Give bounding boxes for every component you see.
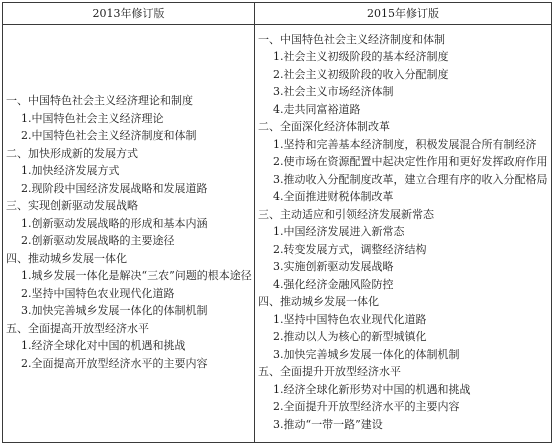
section-item: 1.中国经济发展进入新常态: [273, 225, 405, 239]
section-item: 1.坚持和完善基本经济制度，积极发展混合所有制经济: [273, 137, 537, 151]
section-heading: 五、全面提升开放型经济水平: [258, 365, 401, 379]
section-heading: 一、中国特色社会主义经济制度和体制: [258, 32, 445, 46]
section-item: 2.全面提升开放型经济水平的主要内容: [273, 400, 460, 414]
section-item: 4.走共同富裕道路: [273, 102, 361, 116]
section-heading: 四、推动城乡发展一体化: [6, 251, 127, 265]
section-heading: 一、中国特色社会主义经济理论和制度: [6, 94, 193, 107]
section-item: 2.创新驱动发展战略的主要途径: [21, 234, 175, 247]
section-item: 3.实施创新驱动发展战略: [273, 260, 394, 274]
section-item: 1.社会主义初级阶段的基本经济制度: [273, 50, 449, 64]
section-heading: 五、全面提高开放型经济水平: [6, 321, 149, 335]
section-item: 2.中国特色社会主义经济制度和体制: [21, 129, 197, 142]
section-item: 3.推动收入分配制度改革，建立合理有序的收入分配格局: [273, 172, 548, 186]
section-item: 1.经济全球化对中国的机遇和挑战: [21, 339, 186, 352]
header-2013-edition: 2013年修订版: [3, 3, 255, 24]
section-item: 2.推动以人为核心的新型城镇化: [273, 330, 427, 344]
section-item: 3.加快完善城乡发展一体化的体制机制: [21, 304, 208, 317]
section-item: 2.全面提高开放型经济水平的主要内容: [21, 356, 208, 370]
section-heading: 三、主动适应和引领经济发展新常态: [258, 207, 434, 221]
section-item: 1.加快经济发展方式: [21, 164, 120, 177]
section-item: 1.创新驱动发展战略的形成和基本内涵: [21, 216, 208, 230]
section-item: 2.坚持中国特色农业现代化道路: [21, 286, 175, 300]
section-item: 1.城乡发展一体化是解决“三农”问题的根本途径: [21, 269, 252, 282]
comparison-table: [2, 2, 552, 443]
section-item: 3.推动“一带一路”建设: [273, 417, 383, 431]
section-item: 4.强化经济金融风险防控: [273, 277, 394, 291]
header-2015-edition: 2015年修订版: [367, 7, 439, 20]
section-item: 2.使市场在资源配置中起决定性作用和更好发挥政府作用: [273, 155, 548, 169]
section-heading: 三、实现创新驱动发展战略: [6, 199, 138, 212]
section-item: 2.转变发展方式，调整经济结构: [273, 242, 427, 256]
section-item: 1.中国特色社会主义经济理论: [21, 111, 164, 125]
column-2015-edition: [255, 25, 551, 442]
section-item: 2.现阶段中国经济发展战略和发展道路: [21, 181, 208, 195]
section-item: 2.社会主义初级阶段的收入分配制度: [273, 67, 449, 81]
section-item: 3.社会主义市场经济体制: [273, 85, 394, 99]
section-item: 1.经济全球化新形势对中国的机遇和挑战: [273, 382, 471, 396]
header-row: [3, 3, 551, 25]
section-heading: 二、全面深化经济体制改革: [258, 120, 390, 134]
section-item: 1.坚持中国特色农业现代化道路: [273, 312, 427, 326]
section-heading: 四、推动城乡发展一体化: [258, 295, 379, 309]
section-item: 3.加快完善城乡发展一体化的体制机制: [273, 347, 460, 361]
column-2013-edition: [3, 25, 255, 442]
section-item: 4.全面推进财税体制改革: [273, 190, 394, 204]
section-heading: 二、加快形成新的发展方式: [6, 146, 138, 160]
body-row: [3, 25, 551, 442]
